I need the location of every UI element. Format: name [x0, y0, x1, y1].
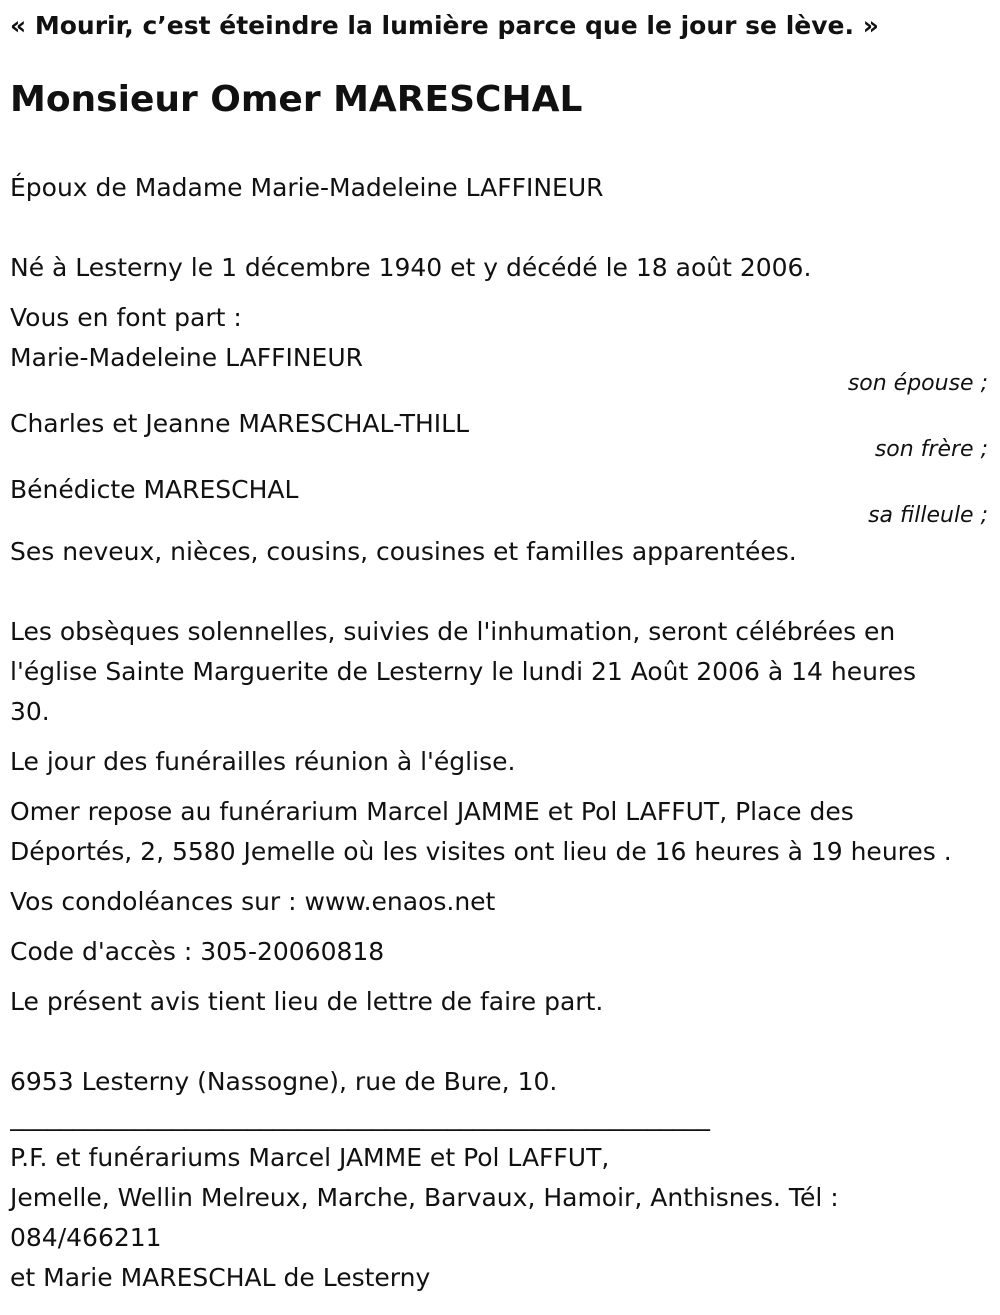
deceased-name: Monsieur Omer MARESCHAL [10, 79, 583, 120]
meeting-line: Le jour des funérailles réunion à l'église. [10, 747, 516, 776]
funeral-line: l'église Sainte Marguerite de Lesterny le lundi 21 Août 2006 à 14 heures [10, 657, 917, 686]
footer-line: P.F. et funérariums Marcel JAMME et Pol LAFFUT, [10, 1143, 610, 1172]
rest-line: Déportés, 2, 5580 Jemelle où les visites ont lieu de 16 heures à 19 heures . [10, 837, 952, 866]
family-member-name: Charles et Jeanne MARESCHAL-THILL [10, 409, 469, 438]
notice-line: Le présent avis tient lieu de lettre de faire part. [10, 987, 604, 1016]
footer [10, 1138, 990, 1298]
epigraph-quote: « Mourir, c’est éteindre la lumière parce que le jour se lève. » [10, 11, 879, 40]
address-line: 6953 Lesterny (Nassogne), rue de Bure, 10. [10, 1067, 558, 1096]
footer-line: 084/466211 [10, 1223, 162, 1252]
access-code-line: Code d'accès : 305-20060818 [10, 937, 385, 966]
rest-line: Omer repose au funérarium Marcel JAMME et Pol LAFFUT, Place des [10, 797, 854, 826]
footer-line: et Marie MARESCHAL de Lesterny [10, 1263, 431, 1292]
family-member [10, 338, 990, 396]
family-member-relation: son frère ; [874, 437, 988, 462]
birth-death-line: Né à Lesterny le 1 décembre 1940 et y décédé le 18 août 2006. [10, 253, 812, 282]
spouse-line: Époux de Madame Marie-Madeleine LAFFINEUR [10, 173, 604, 202]
separator-line: ________________________________________________________ [10, 1102, 710, 1131]
family-member-relation: sa filleule ; [868, 503, 988, 528]
family-member-name: Bénédicte MARESCHAL [10, 475, 299, 504]
family-member-name: Marie-Madeleine LAFFINEUR [10, 343, 364, 372]
funeral-line: Les obsèques solennelles, suivies de l'inhumation, seront célébrées en [10, 617, 896, 646]
funeral-line: 30. [10, 697, 50, 726]
condolences-line: Vos condoléances sur : www.enaos.net [10, 887, 496, 916]
family-member [10, 470, 990, 528]
announce-intro: Vous en font part : [10, 303, 242, 332]
rest-details [10, 792, 990, 872]
family-member [10, 404, 990, 462]
relatives-line: Ses neveux, nièces, cousins, cousines et familles apparentées. [10, 537, 797, 566]
footer-line: Jemelle, Wellin Melreux, Marche, Barvaux, Hamoir, Anthisnes. Tél : [10, 1183, 839, 1212]
funeral-details [10, 612, 990, 732]
family-list [10, 338, 990, 528]
family-member-relation: son épouse ; [847, 371, 988, 396]
